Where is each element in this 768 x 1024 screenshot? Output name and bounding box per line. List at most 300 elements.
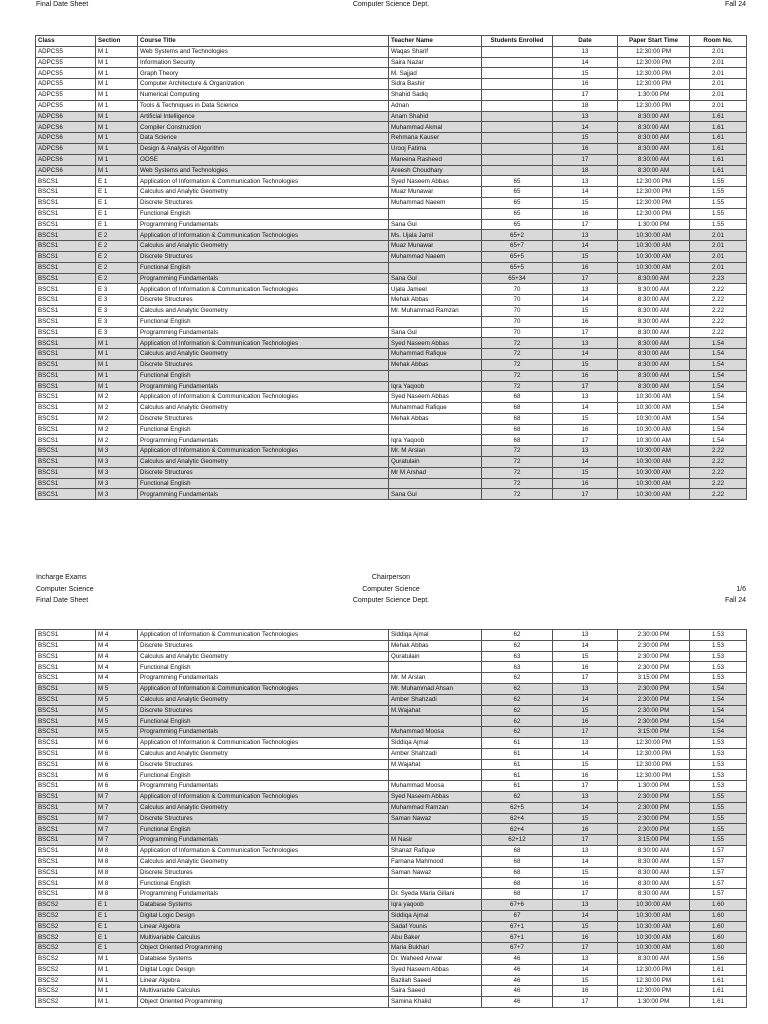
date-cell: 13: [553, 953, 618, 964]
section-cell: M 1: [96, 359, 138, 370]
paper-start-time-cell: 8:30:00 AM: [618, 845, 690, 856]
teacher-name-cell: Quratulain: [389, 457, 482, 468]
room-no-cell: 1.54: [690, 424, 747, 435]
date-cell: 15: [553, 251, 618, 262]
teacher-name-cell: Dr. Syeda Maria Gillani: [389, 889, 482, 900]
teacher-name-cell: Mr M Arshad: [389, 467, 482, 478]
teacher-name-cell: Areesh Choudhary: [389, 165, 482, 176]
room-no-cell: 2.01: [690, 241, 747, 252]
room-no-cell: 1.61: [690, 997, 747, 1008]
teacher-name-cell: M Nasir: [389, 835, 482, 846]
paper-start-time-cell: 2:30:00 PM: [618, 683, 690, 694]
paper-start-time-cell: 10:30:00 AM: [618, 403, 690, 414]
table-row: [36, 975, 747, 986]
table-row: [36, 835, 747, 846]
room-no-cell: 1.53: [690, 662, 747, 673]
class-cell: BSCS1: [36, 219, 96, 230]
students-enrolled-cell: 65+34: [482, 273, 553, 284]
room-no-cell: 1.61: [690, 165, 747, 176]
room-no-cell: 1.54: [690, 727, 747, 738]
room-no-cell: 2.22: [690, 457, 747, 468]
room-no-cell: 1.60: [690, 910, 747, 921]
room-no-cell: 1.54: [690, 349, 747, 360]
course-title-cell: Application of Information & Communication Technologies: [138, 284, 389, 295]
paper-start-time-cell: 10:30:00 AM: [618, 457, 690, 468]
course-title-cell: Application of Information & Communication Technologies: [138, 683, 389, 694]
teacher-name-cell: Mehak Abbas: [389, 413, 482, 424]
class-cell: BSCS1: [36, 370, 96, 381]
column-header-paper-start-time: Paper Start Time: [618, 36, 690, 47]
date-cell: 13: [553, 392, 618, 403]
teacher-name-cell: Mr. M Arslan: [389, 446, 482, 457]
date-cell: 15: [553, 975, 618, 986]
course-title-cell: Calculus and Analytic Geometry: [138, 694, 389, 705]
paper-start-time-cell: 2:30:00 PM: [618, 791, 690, 802]
table-row: [36, 705, 747, 716]
date-cell: 14: [553, 295, 618, 306]
paper-start-time-cell: 3:15:00 PM: [618, 835, 690, 846]
students-enrolled-cell: 62: [482, 683, 553, 694]
section-cell: E 2: [96, 241, 138, 252]
section-cell: M 8: [96, 878, 138, 889]
date-cell: 16: [553, 143, 618, 154]
room-no-cell: 1.54: [690, 359, 747, 370]
teacher-name-cell: [389, 316, 482, 327]
table-row: [36, 187, 747, 198]
paper-start-time-cell: 2:30:00 PM: [618, 651, 690, 662]
course-title-cell: Digital Logic Design: [138, 910, 389, 921]
table-row: [36, 251, 747, 262]
section-cell: M 1: [96, 46, 138, 57]
paper-start-time-cell: 8:30:00 AM: [618, 165, 690, 176]
teacher-name-cell: [389, 370, 482, 381]
room-no-cell: 1.54: [690, 435, 747, 446]
course-title-cell: Programming Fundamentals: [138, 835, 389, 846]
date-cell: 16: [553, 424, 618, 435]
section-cell: M 8: [96, 845, 138, 856]
teacher-name-cell: Saira Saeed: [389, 986, 482, 997]
date-cell: 17: [553, 943, 618, 954]
date-cell: 17: [553, 273, 618, 284]
course-title-cell: Discrete Structures: [138, 705, 389, 716]
date-cell: 13: [553, 284, 618, 295]
page1-header-right: Fall 24: [724, 1, 746, 8]
paper-start-time-cell: 8:30:00 AM: [618, 953, 690, 964]
section-cell: E 1: [96, 176, 138, 187]
date-cell: 14: [553, 694, 618, 705]
teacher-name-cell: Shanaz Rafique: [389, 845, 482, 856]
date-cell: 17: [553, 435, 618, 446]
course-title-cell: Web Systems and Technologies: [138, 165, 389, 176]
table-row: [36, 316, 747, 327]
footer-left-line: Computer Science: [36, 585, 94, 593]
class-cell: BSCS1: [36, 446, 96, 457]
section-cell: M 1: [96, 68, 138, 79]
class-cell: ADPCS6: [36, 165, 96, 176]
teacher-name-cell: Iqra yaqoob: [389, 899, 482, 910]
course-title-cell: Programming Fundamentals: [138, 219, 389, 230]
date-cell: 16: [553, 824, 618, 835]
teacher-name-cell: Bazilah Saeed: [389, 975, 482, 986]
students-enrolled-cell: [482, 68, 553, 79]
date-cell: 14: [553, 640, 618, 651]
paper-start-time-cell: 3:15:00 PM: [618, 727, 690, 738]
room-no-cell: 1.61: [690, 154, 747, 165]
teacher-name-cell: Muaz Munawar: [389, 241, 482, 252]
date-cell: 14: [553, 57, 618, 68]
table-row: [36, 208, 747, 219]
teacher-name-cell: Iqra Yaqoob: [389, 435, 482, 446]
table-row: [36, 392, 747, 403]
footer-right-line: [725, 572, 746, 584]
class-cell: BSCS1: [36, 737, 96, 748]
room-no-cell: 2.22: [690, 327, 747, 338]
course-title-cell: Calculus and Analytic Geometry: [138, 241, 389, 252]
teacher-name-cell: Shahid Sadiq: [389, 89, 482, 100]
students-enrolled-cell: 65+5: [482, 251, 553, 262]
room-no-cell: 2.23: [690, 273, 747, 284]
class-cell: ADPCS6: [36, 154, 96, 165]
date-cell: 14: [553, 856, 618, 867]
course-title-cell: Tools & Techniques in Data Science: [138, 100, 389, 111]
students-enrolled-cell: 46: [482, 975, 553, 986]
date-cell: 16: [553, 770, 618, 781]
date-cell: 15: [553, 867, 618, 878]
class-cell: BSCS1: [36, 413, 96, 424]
paper-start-time-cell: 12:30:00 PM: [618, 68, 690, 79]
paper-start-time-cell: 10:30:00 AM: [618, 932, 690, 943]
teacher-name-cell: Mr. Muhammad Ramzan: [389, 305, 482, 316]
section-cell: M 4: [96, 651, 138, 662]
date-cell: 15: [553, 197, 618, 208]
room-no-cell: 1.61: [690, 986, 747, 997]
students-enrolled-cell: 62: [482, 673, 553, 684]
section-cell: E 2: [96, 230, 138, 241]
section-cell: E 1: [96, 197, 138, 208]
paper-start-time-cell: 10:30:00 AM: [618, 262, 690, 273]
students-enrolled-cell: 62: [482, 694, 553, 705]
page-number: 1/6: [736, 585, 746, 593]
section-cell: E 1: [96, 899, 138, 910]
paper-start-time-cell: 8:30:00 AM: [618, 338, 690, 349]
paper-start-time-cell: 8:30:00 AM: [618, 111, 690, 122]
paper-start-time-cell: 10:30:00 AM: [618, 392, 690, 403]
table-row: [36, 176, 747, 187]
class-cell: BSCS1: [36, 208, 96, 219]
paper-start-time-cell: 10:30:00 AM: [618, 241, 690, 252]
paper-start-time-cell: 12:30:00 PM: [618, 737, 690, 748]
class-cell: ADPCS6: [36, 143, 96, 154]
date-cell: 16: [553, 878, 618, 889]
table-row: [36, 953, 747, 964]
teacher-name-cell: Dr. Waheed Anwar: [389, 953, 482, 964]
date-cell: 16: [553, 316, 618, 327]
section-cell: E 1: [96, 910, 138, 921]
class-cell: BSCS1: [36, 673, 96, 684]
students-enrolled-cell: 72: [482, 467, 553, 478]
table-row: [36, 435, 747, 446]
course-title-cell: Linear Algebra: [138, 975, 389, 986]
section-cell: M 5: [96, 705, 138, 716]
room-no-cell: 2.01: [690, 57, 747, 68]
date-cell: 17: [553, 835, 618, 846]
room-no-cell: 1.55: [690, 791, 747, 802]
paper-start-time-cell: 8:30:00 AM: [618, 316, 690, 327]
teacher-name-cell: Amber Shahzadi: [389, 748, 482, 759]
section-cell: E 1: [96, 187, 138, 198]
section-cell: M 2: [96, 403, 138, 414]
date-cell: 17: [553, 889, 618, 900]
teacher-name-cell: Saman Nawaz: [389, 867, 482, 878]
course-title-cell: Web Systems and Technologies: [138, 46, 389, 57]
students-enrolled-cell: 72: [482, 457, 553, 468]
paper-start-time-cell: 2:30:00 PM: [618, 640, 690, 651]
class-cell: BSCS2: [36, 899, 96, 910]
students-enrolled-cell: [482, 154, 553, 165]
room-no-cell: 2.01: [690, 251, 747, 262]
teacher-name-cell: Muhammad Rafique: [389, 403, 482, 414]
table-row: [36, 349, 747, 360]
teacher-name-cell: Siddiqa Ajmal: [389, 737, 482, 748]
section-cell: E 3: [96, 295, 138, 306]
students-enrolled-cell: 72: [482, 370, 553, 381]
table-row: [36, 241, 747, 252]
section-cell: M 3: [96, 467, 138, 478]
paper-start-time-cell: 8:30:00 AM: [618, 370, 690, 381]
footer-center-line: Computer Science: [362, 585, 420, 593]
course-title-cell: Multivariable Calculus: [138, 932, 389, 943]
room-no-cell: 1.53: [690, 630, 747, 641]
students-enrolled-cell: [482, 46, 553, 57]
students-enrolled-cell: 46: [482, 953, 553, 964]
footer-center-line: Chairperson: [371, 574, 411, 581]
paper-start-time-cell: 8:30:00 AM: [618, 867, 690, 878]
course-title-cell: Functional English: [138, 424, 389, 435]
date-cell: 15: [553, 759, 618, 770]
class-cell: ADPCS5: [36, 46, 96, 57]
section-cell: M 7: [96, 824, 138, 835]
room-no-cell: 1.54: [690, 683, 747, 694]
students-enrolled-cell: 72: [482, 446, 553, 457]
teacher-name-cell: Muhammad Moosa: [389, 727, 482, 738]
room-no-cell: 1.54: [690, 705, 747, 716]
teacher-name-cell: Sidra Bashir: [389, 79, 482, 90]
table-row: [36, 878, 747, 889]
date-cell: 14: [553, 187, 618, 198]
class-cell: BSCS1: [36, 856, 96, 867]
students-enrolled-cell: 61: [482, 737, 553, 748]
class-cell: BSCS2: [36, 986, 96, 997]
paper-start-time-cell: 12:30:00 PM: [618, 208, 690, 219]
section-cell: M 1: [96, 122, 138, 133]
table-row: [36, 100, 747, 111]
table-row: [36, 986, 747, 997]
date-cell: 13: [553, 845, 618, 856]
table-row: [36, 802, 747, 813]
room-no-cell: 2.22: [690, 489, 747, 500]
course-title-cell: Functional English: [138, 208, 389, 219]
students-enrolled-cell: 72: [482, 338, 553, 349]
teacher-name-cell: Ms. Ujala Jamil: [389, 230, 482, 241]
teacher-name-cell: Syed Naseem Abbas: [389, 392, 482, 403]
section-cell: M 1: [96, 89, 138, 100]
course-title-cell: Programming Fundamentals: [138, 673, 389, 684]
class-cell: BSCS1: [36, 295, 96, 306]
date-cell: 17: [553, 997, 618, 1008]
table-row: [36, 122, 747, 133]
teacher-name-cell: Muaz Munawar: [389, 187, 482, 198]
table-row: [36, 424, 747, 435]
class-cell: BSCS1: [36, 478, 96, 489]
room-no-cell: 1.55: [690, 219, 747, 230]
date-cell: 17: [553, 489, 618, 500]
paper-start-time-cell: 2:30:00 PM: [618, 694, 690, 705]
class-cell: BSCS1: [36, 284, 96, 295]
students-enrolled-cell: 61: [482, 759, 553, 770]
students-enrolled-cell: 65: [482, 197, 553, 208]
date-cell: 14: [553, 910, 618, 921]
column-header-date: Date: [553, 36, 618, 47]
paper-start-time-cell: 8:30:00 AM: [618, 284, 690, 295]
room-no-cell: 2.22: [690, 305, 747, 316]
table-row: [36, 446, 747, 457]
class-cell: ADPCS6: [36, 122, 96, 133]
class-cell: BSCS1: [36, 338, 96, 349]
course-title-cell: Application of Information & Communication Technologies: [138, 176, 389, 187]
class-cell: BSCS2: [36, 932, 96, 943]
date-cell: 16: [553, 662, 618, 673]
course-title-cell: Functional English: [138, 262, 389, 273]
paper-start-time-cell: 8:30:00 AM: [618, 359, 690, 370]
section-cell: E 1: [96, 219, 138, 230]
paper-start-time-cell: 8:30:00 AM: [618, 133, 690, 144]
room-no-cell: 2.01: [690, 230, 747, 241]
room-no-cell: 1.57: [690, 856, 747, 867]
paper-start-time-cell: 2:30:00 PM: [618, 705, 690, 716]
paper-start-time-cell: 12:30:00 PM: [618, 964, 690, 975]
students-enrolled-cell: 70: [482, 284, 553, 295]
paper-start-time-cell: 10:30:00 AM: [618, 424, 690, 435]
students-enrolled-cell: [482, 79, 553, 90]
teacher-name-cell: Muhammad Akmal: [389, 122, 482, 133]
paper-start-time-cell: 10:30:00 AM: [618, 489, 690, 500]
date-cell: 13: [553, 791, 618, 802]
class-cell: ADPCS6: [36, 111, 96, 122]
class-cell: BSCS1: [36, 824, 96, 835]
section-cell: E 2: [96, 273, 138, 284]
course-title-cell: Functional English: [138, 770, 389, 781]
section-cell: M 2: [96, 413, 138, 424]
class-cell: BSCS1: [36, 802, 96, 813]
table-row: [36, 813, 747, 824]
paper-start-time-cell: 12:30:00 PM: [618, 197, 690, 208]
teacher-name-cell: M. Sajjad: [389, 68, 482, 79]
footer-left-line: Final Date Sheet: [36, 597, 89, 604]
class-cell: BSCS1: [36, 630, 96, 641]
course-title-cell: Programming Fundamentals: [138, 781, 389, 792]
room-no-cell: 1.53: [690, 673, 747, 684]
course-title-cell: Application of Information & Communication Technologies: [138, 338, 389, 349]
section-cell: M 1: [96, 975, 138, 986]
section-cell: M 1: [96, 370, 138, 381]
table-row: [36, 791, 747, 802]
teacher-name-cell: [389, 770, 482, 781]
teacher-name-cell: Saira Nazar: [389, 57, 482, 68]
room-no-cell: 1.60: [690, 921, 747, 932]
column-header-class: Class: [36, 36, 96, 47]
teacher-name-cell: Siddiqa Ajmal: [389, 910, 482, 921]
class-cell: BSCS2: [36, 997, 96, 1008]
room-no-cell: 1.57: [690, 867, 747, 878]
students-enrolled-cell: 67+6: [482, 899, 553, 910]
course-title-cell: Compiler Construction: [138, 122, 389, 133]
teacher-name-cell: Quratulain: [389, 651, 482, 662]
students-enrolled-cell: 65+7: [482, 241, 553, 252]
students-enrolled-cell: [482, 100, 553, 111]
students-enrolled-cell: 63: [482, 651, 553, 662]
table-row: [36, 79, 747, 90]
class-cell: BSCS1: [36, 197, 96, 208]
date-cell: 13: [553, 446, 618, 457]
date-cell: 18: [553, 165, 618, 176]
students-enrolled-cell: [482, 143, 553, 154]
table-row: [36, 338, 747, 349]
room-no-cell: 1.55: [690, 197, 747, 208]
date-cell: 15: [553, 133, 618, 144]
course-title-cell: Application of Information & Communication Technologies: [138, 230, 389, 241]
course-title-cell: Programming Fundamentals: [138, 889, 389, 900]
date-cell: 14: [553, 964, 618, 975]
teacher-name-cell: [389, 424, 482, 435]
date-cell: 16: [553, 208, 618, 219]
students-enrolled-cell: 72: [482, 381, 553, 392]
table-row: [36, 932, 747, 943]
section-cell: M 4: [96, 673, 138, 684]
room-no-cell: 1.61: [690, 122, 747, 133]
teacher-name-cell: Muhammad Moosa: [389, 781, 482, 792]
section-cell: M 1: [96, 143, 138, 154]
room-no-cell: 2.22: [690, 284, 747, 295]
class-cell: BSCS1: [36, 835, 96, 846]
section-cell: M 1: [96, 165, 138, 176]
paper-start-time-cell: 8:30:00 AM: [618, 349, 690, 360]
paper-start-time-cell: 3:15:00 PM: [618, 673, 690, 684]
class-cell: ADPCS5: [36, 57, 96, 68]
date-cell: 13: [553, 176, 618, 187]
date-cell: 13: [553, 630, 618, 641]
course-title-cell: Calculus and Analytic Geometry: [138, 748, 389, 759]
teacher-name-cell: Urooj Fatima: [389, 143, 482, 154]
table-row: [36, 370, 747, 381]
paper-start-time-cell: 2:30:00 PM: [618, 630, 690, 641]
course-title-cell: Object Oriented Programming: [138, 997, 389, 1008]
room-no-cell: 1.54: [690, 694, 747, 705]
table-row: [36, 824, 747, 835]
paper-start-time-cell: 10:30:00 AM: [618, 921, 690, 932]
teacher-name-cell: Syed Naseem Abbas: [389, 338, 482, 349]
date-cell: 13: [553, 899, 618, 910]
table-row: [36, 197, 747, 208]
students-enrolled-cell: 68: [482, 403, 553, 414]
section-cell: E 2: [96, 262, 138, 273]
table-row: [36, 737, 747, 748]
room-no-cell: 2.01: [690, 89, 747, 100]
table-row: [36, 133, 747, 144]
students-enrolled-cell: 62: [482, 640, 553, 651]
students-enrolled-cell: 68: [482, 845, 553, 856]
class-cell: BSCS1: [36, 327, 96, 338]
section-cell: E 2: [96, 251, 138, 262]
